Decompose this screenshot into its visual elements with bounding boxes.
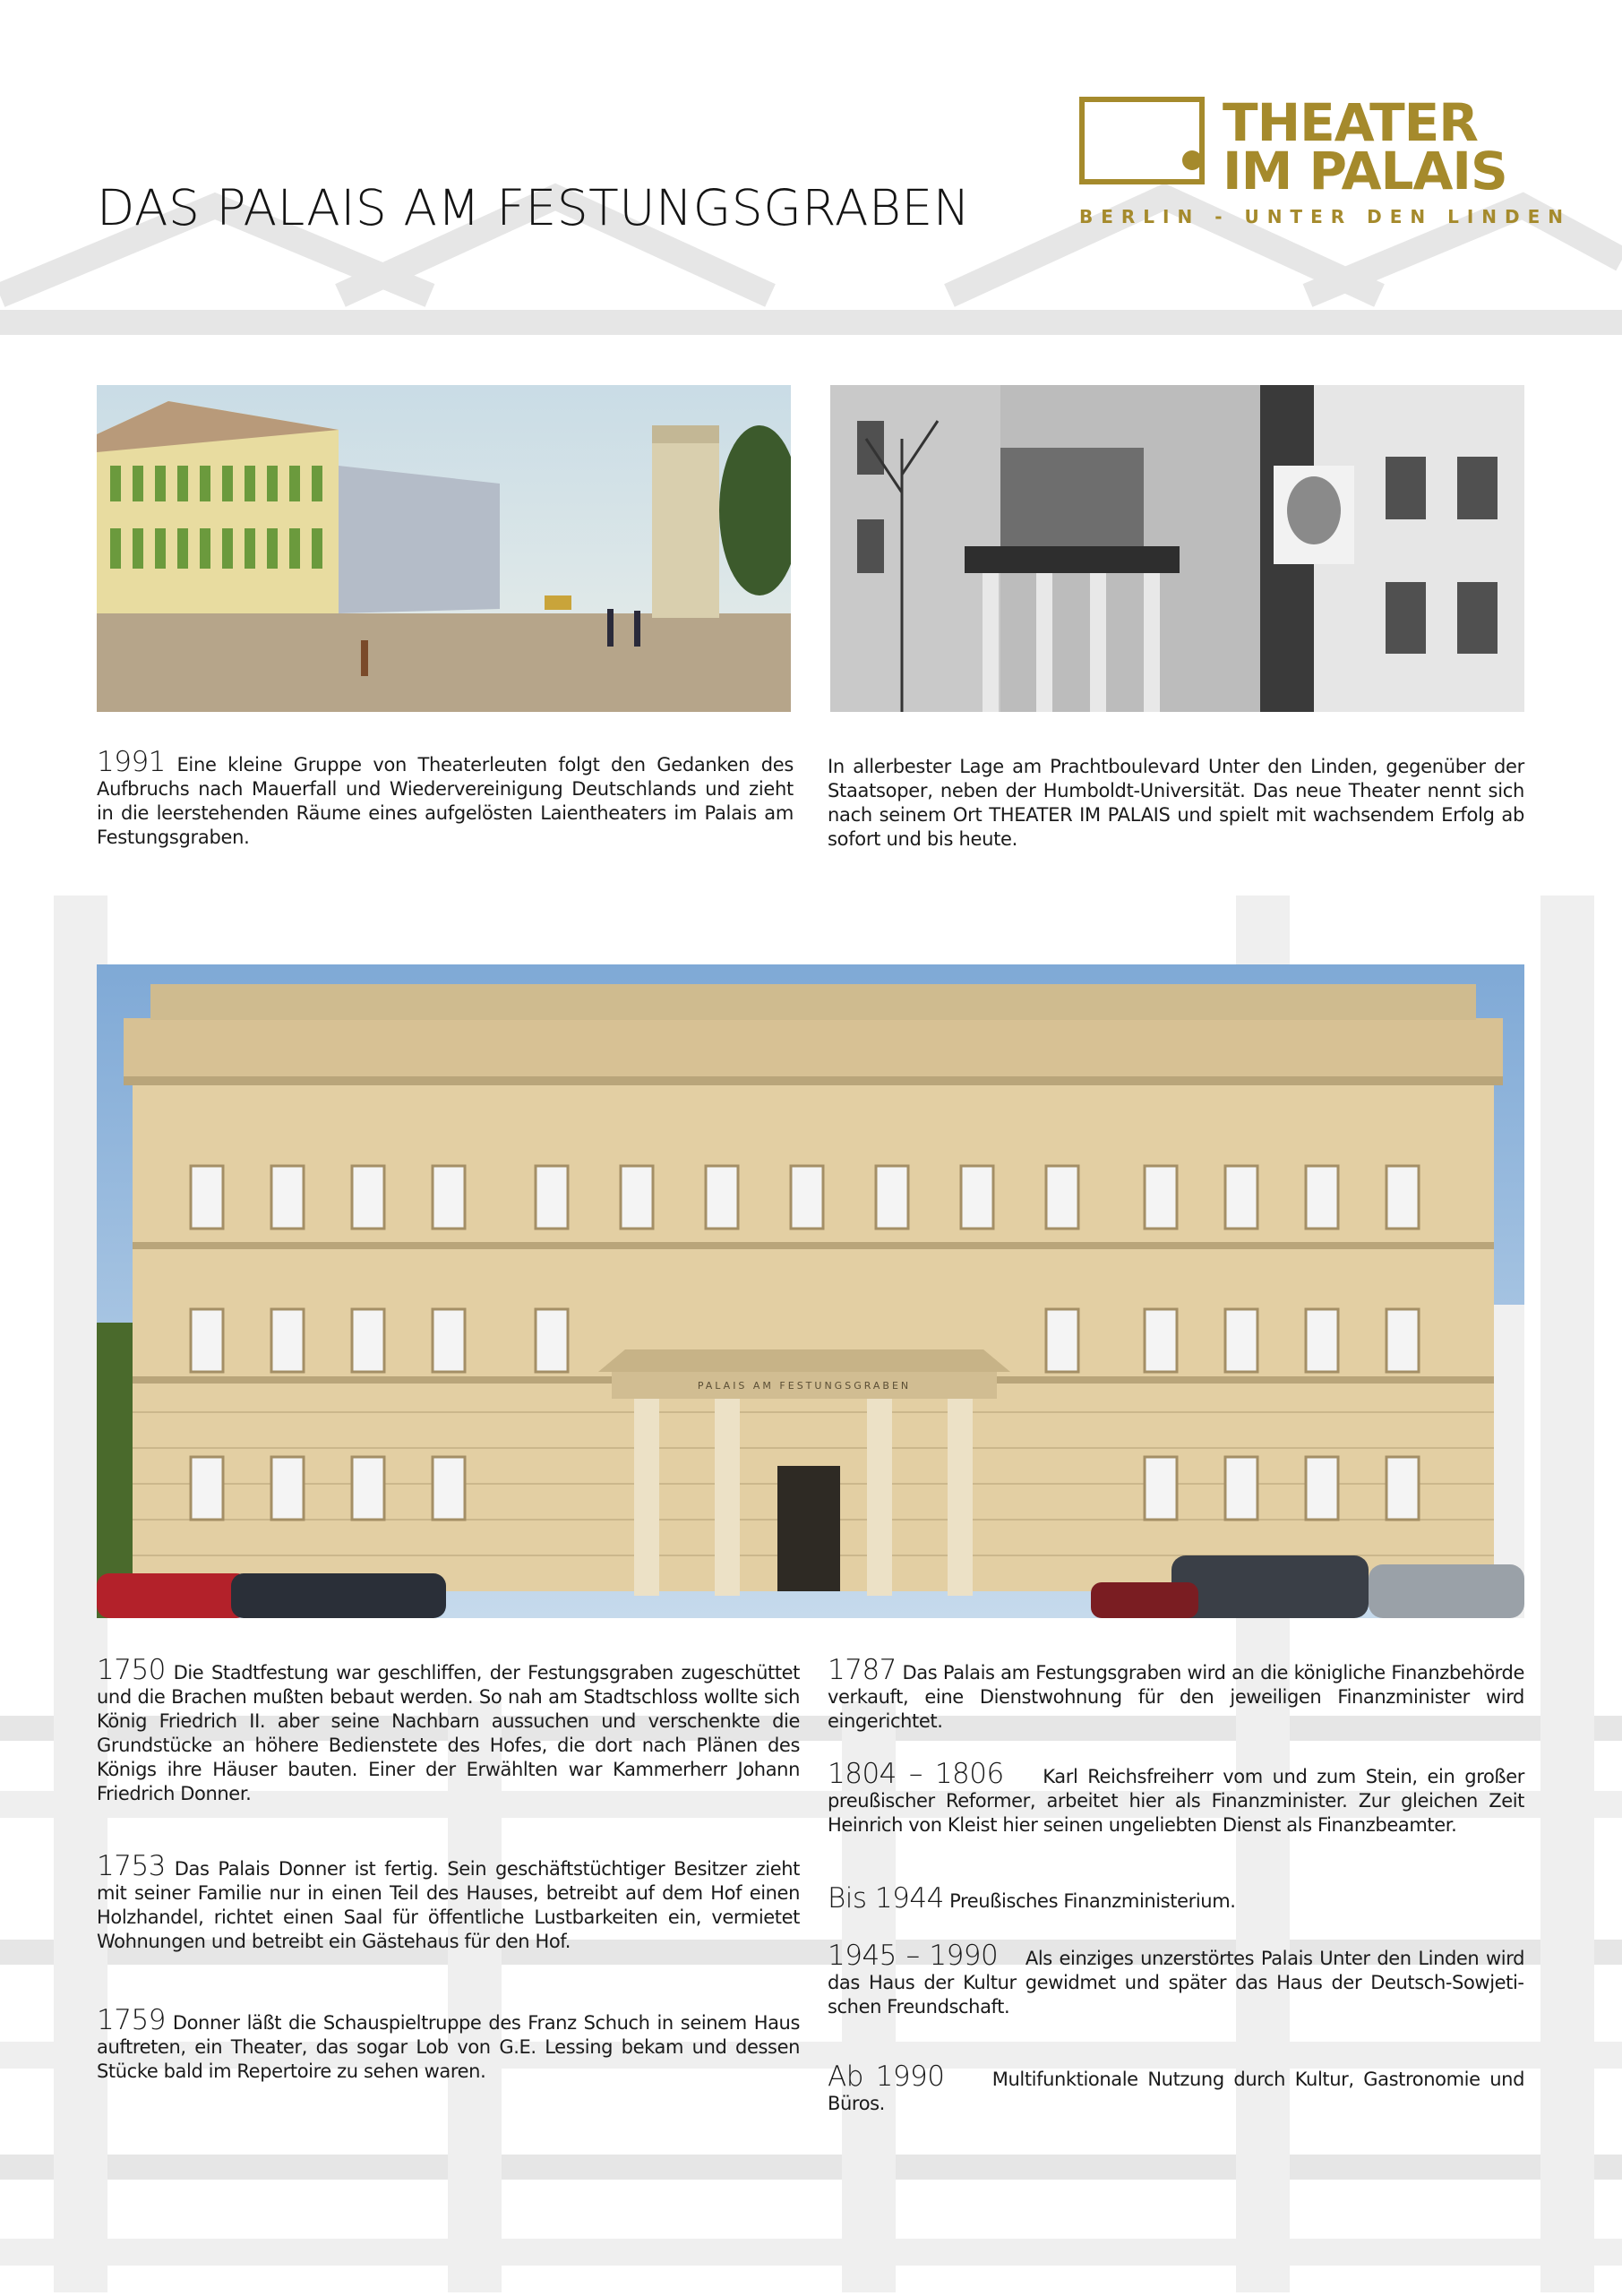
history-year: 1945 – 1990 <box>828 1940 999 1972</box>
facade-inscription: PALAIS AM FESTUNGSGRABEN <box>697 1380 912 1392</box>
history-year: 1750 <box>97 1654 166 1686</box>
history-bis-1944 <box>828 1882 1524 1915</box>
logo-dot-icon <box>1182 150 1202 170</box>
history-text: Karl Reichsfreiherr vom und zum Stein, ein großer preußischer Reformer, arbeitet hier als Finanzminister. Zur gleichen Zeit Heinrich von Kleist hier seinen ungeliebten Dienst als Finanzbeamter. <box>828 1766 1525 1836</box>
history-text: Preußisches Finanzministerium. <box>949 1890 1236 1912</box>
intro-block-1991 <box>97 746 794 850</box>
logo-frame-icon <box>1079 97 1205 184</box>
intro-text: In allerbester Lage am Prachtboulevard Unter den Linden, gegenüber der Staatsoper, neben der Humboldt-Universität. Das neue Theater nennt sich nach seinem Ort THEATER IM PALAIS und spielt mit wachsendem Erfolg ab sofort und bis heute. <box>828 756 1524 850</box>
history-1759 <box>97 2004 800 2084</box>
history-year: 1787 <box>828 1654 897 1686</box>
history-year: 1753 <box>97 1850 166 1882</box>
history-year: Ab 1990 <box>828 2060 945 2093</box>
palais-facade-photo <box>97 964 1524 1618</box>
intro-text: Eine kleine Gruppe von Theaterleuten folgt den Gedanken des Aufbruchs nach Mauerfall und Wiedervereinigung Deutschlands und zieht in die leerstehenden Räume eines aufgelösten Laientheaters im Palais am Festungsgraben. <box>97 754 794 848</box>
history-1753 <box>97 1850 800 1954</box>
history-year: Bis 1944 <box>828 1882 944 1915</box>
history-1787 <box>828 1654 1524 1734</box>
page-title: DAS PALAIS AM FESTUNGSGRABEN <box>97 179 971 236</box>
intro-block-location <box>828 755 1524 852</box>
historic-painting <box>97 385 791 712</box>
history-year: 1759 <box>97 2004 166 2036</box>
history-text: Multifunktionale Nutzung durch Kultur, Gastronomie und Büros. <box>828 2069 1524 2114</box>
history-text: Als einziges unzerstörtes Palais Unter den Linden wird das Haus der Kultur gewidmet und später das Haus der Deutsch-Sowjetischen Freundschaft. <box>828 1948 1525 2018</box>
history-text: Donner läßt die Schauspieltruppe des Franz Schuch in seinem Haus auftreten, ein Theater, das sogar Lob von G.E. Lessing bekam und dessen Stücke bald im Repertoire zu sehen waren. <box>97 2012 800 2082</box>
theater-logo[interactable] <box>1079 92 1571 231</box>
logo-line2: IM PALAIS <box>1223 141 1507 201</box>
logo-subtitle: BERLIN - UNTER DEN LINDEN <box>1079 206 1571 227</box>
intro-year: 1991 <box>97 746 166 778</box>
logo-line1: THEATER <box>1223 92 1478 153</box>
history-1804-1806 <box>828 1758 1525 1838</box>
history-text: Das Palais Donner ist fertig. Sein geschäftstüchtiger Besitzer zieht mit seiner Familie nur in einen Teil des Hauses, betreibt auf dem Hof einen Holzhandel, richtet einen Saal für öffentliche Lustbarkeiten ein, vermietet Wohnungen und betreibt ein Gästehaus für den Hof. <box>97 1858 800 1952</box>
history-text: Das Palais am Festungsgraben wird an die königliche Finanzbehörde verkauft, eine Dienstwohnung für den jeweiligen Finanzminister wird eingerichtet. <box>828 1662 1524 1732</box>
history-1945-1990 <box>828 1940 1525 2019</box>
history-ab-1990 <box>828 2060 1524 2116</box>
history-1750 <box>97 1654 801 1806</box>
bw-street-photo <box>830 385 1524 712</box>
history-year: 1804 – 1806 <box>828 1758 1004 1790</box>
history-text: Die Stadtfestung war geschliffen, der Festungsgraben zugeschüttet und die Brachen mußten bebaut werden. So nah am Stadtschloss wollte sich König Friedrich II. aber seine Nachbarn aussuchen und verschenkte die Grundstücke an höhere Bedienstete des Hofes, die dort nach Plänen des Königs ihre Häuser bauten. Einer der Erwählten war Kammerherr Johann Friedrich Donner. <box>97 1662 801 1804</box>
